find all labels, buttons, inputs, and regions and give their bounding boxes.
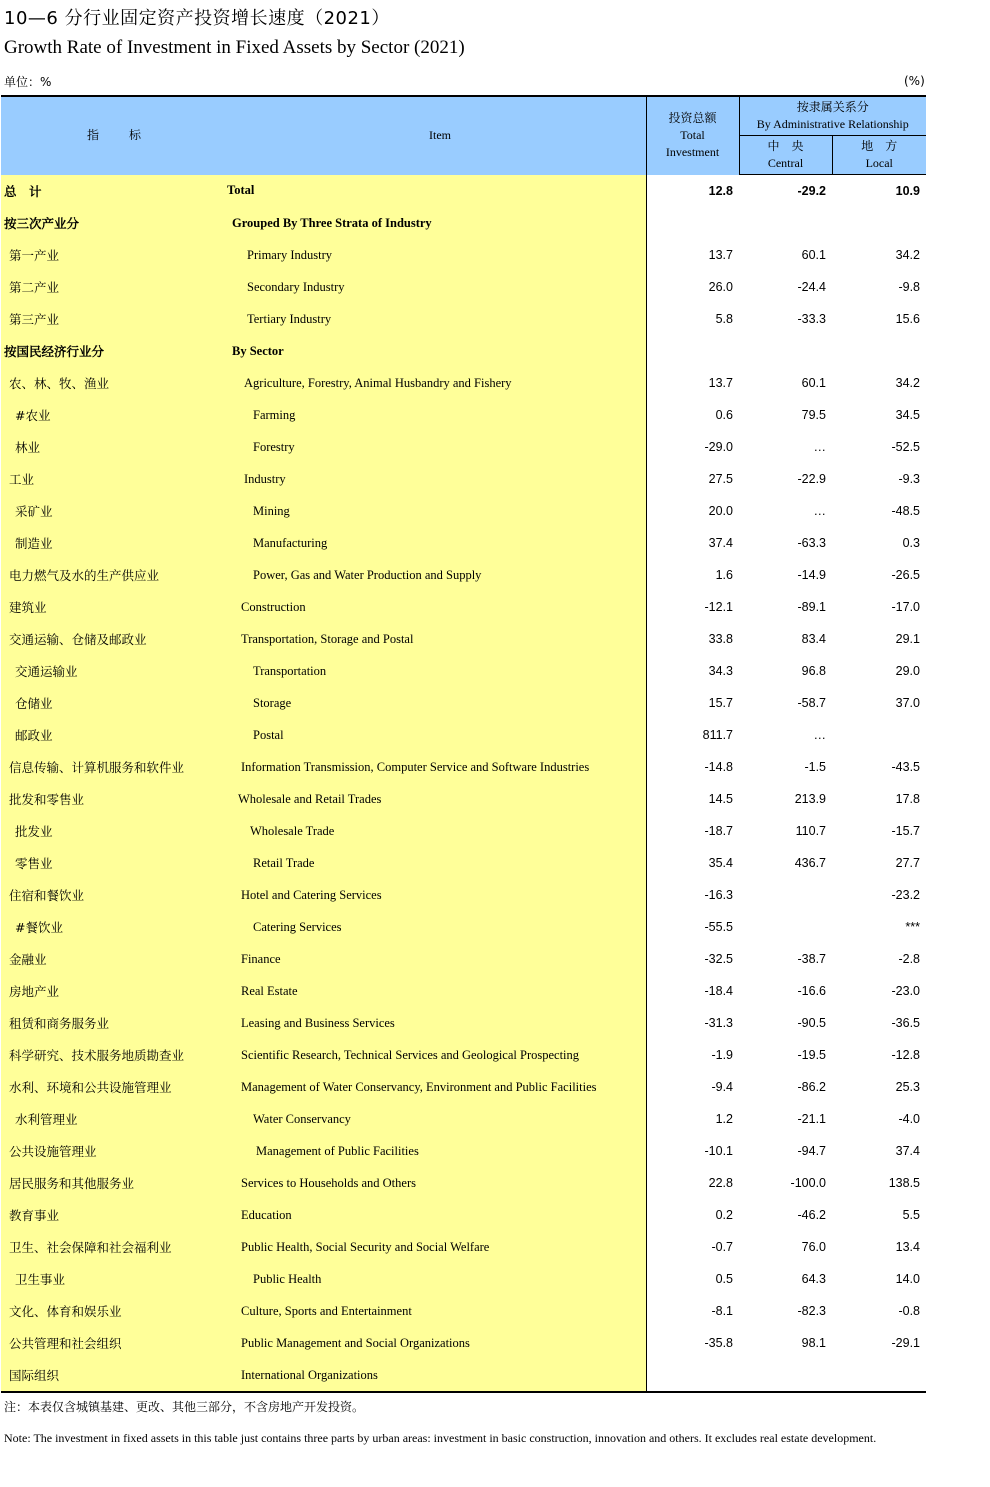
cell-local: 15.6 xyxy=(895,312,920,326)
row-label-en: Storage xyxy=(227,687,646,719)
row-label-cn: 租赁和商务服务业 xyxy=(1,1007,227,1039)
cell-total: -12.1 xyxy=(646,591,739,623)
row-label-en: Grouped By Three Strata of Industry xyxy=(227,207,646,239)
row-label-cn: 农、林、牧、渔业 xyxy=(1,367,227,399)
cell-central xyxy=(739,207,832,239)
cell-local: -15.7 xyxy=(891,824,920,838)
cell-central xyxy=(739,335,832,367)
cell-central: 64.3 xyxy=(801,1272,826,1286)
footnote-cn: 注：本表仅含城镇基建、更改、其他三部分，不含房地产开发投资。 xyxy=(4,1400,365,1414)
row-label-en: Total xyxy=(227,175,646,208)
cell-central: -29.2 xyxy=(797,184,826,198)
cell-local: -26.5 xyxy=(891,568,920,582)
cell-total: -14.8 xyxy=(646,751,739,783)
row-label-en: Services to Households and Others xyxy=(227,1167,646,1199)
table-row xyxy=(1,1359,926,1392)
cell-central: -38.7 xyxy=(797,952,826,966)
unit-label-right: (%) xyxy=(904,74,925,88)
cell-central: … xyxy=(813,728,826,742)
row-label-cn: 科学研究、技术服务地质勘查业 xyxy=(1,1039,227,1071)
cell-local: 34.5 xyxy=(895,408,920,422)
cell-local: -4.0 xyxy=(898,1112,920,1126)
unit-label: 单位：% xyxy=(4,75,52,89)
row-label-cn: 交通运输业 xyxy=(1,655,227,687)
row-label-cn: 交通运输、仓储及邮政业 xyxy=(1,623,227,655)
row-label-en: Agriculture, Forestry, Animal Husbandry and Fishery xyxy=(227,367,646,399)
cell-total: 0.5 xyxy=(646,1263,739,1295)
row-label-en: Tertiary Industry xyxy=(227,303,646,335)
header-admin-relationship xyxy=(739,96,926,136)
cell-local: 14.0 xyxy=(895,1272,920,1286)
table-row xyxy=(1,367,926,399)
cell-total: 20.0 xyxy=(646,495,739,527)
cell-central: -33.3 xyxy=(797,312,826,326)
cell-local: *** xyxy=(905,920,920,934)
header-item: Item xyxy=(227,96,646,175)
row-label-cn: 采矿业 xyxy=(1,495,227,527)
cell-central: … xyxy=(813,504,826,518)
row-label-cn: 卫生事业 xyxy=(1,1263,227,1295)
table-row xyxy=(1,719,926,751)
cell-total: 0.6 xyxy=(646,399,739,431)
table-row xyxy=(1,1327,926,1359)
cell-total: -55.5 xyxy=(646,911,739,943)
row-label-en: Information Transmission, Computer Service and Software Industries xyxy=(227,751,646,783)
cell-local: -36.5 xyxy=(891,1016,920,1030)
cell-total: 1.6 xyxy=(646,559,739,591)
cell-total: 1.2 xyxy=(646,1103,739,1135)
row-label-en: Transportation xyxy=(227,655,646,687)
cell-total: 34.3 xyxy=(646,655,739,687)
cell-total: -0.7 xyxy=(646,1231,739,1263)
row-label-en: Finance xyxy=(227,943,646,975)
cell-total: 26.0 xyxy=(646,271,739,303)
cell-local: 29.1 xyxy=(895,632,920,646)
table-row xyxy=(1,207,926,239)
cell-total: 22.8 xyxy=(646,1167,739,1199)
row-label-en: Management of Public Facilities xyxy=(227,1135,646,1167)
table-row xyxy=(1,175,926,208)
row-label-cn: 水利管理业 xyxy=(1,1103,227,1135)
cell-local: -12.8 xyxy=(891,1048,920,1062)
header-local-cn: 地 方 xyxy=(861,139,898,153)
cell-total: -31.3 xyxy=(646,1007,739,1039)
row-label-en: Scientific Research, Technical Services and Geological Prospecting xyxy=(227,1039,646,1071)
page-title-cn: 10—6 分行业固定资产投资增长速度（2021） xyxy=(4,8,390,29)
row-label-en: Industry xyxy=(227,463,646,495)
row-label-cn: 批发业 xyxy=(1,815,227,847)
cell-central: 79.5 xyxy=(801,408,826,422)
cell-total xyxy=(646,335,739,367)
cell-central: -24.4 xyxy=(797,280,826,294)
cell-total xyxy=(646,207,739,239)
row-label-cn: 邮政业 xyxy=(1,719,227,751)
table-row xyxy=(1,783,926,815)
cell-local: -29.1 xyxy=(891,1336,920,1350)
cell-local: 29.0 xyxy=(895,664,920,678)
table-row xyxy=(1,911,926,943)
table-row xyxy=(1,687,926,719)
row-label-cn: 工业 xyxy=(1,463,227,495)
cell-total: 15.7 xyxy=(646,687,739,719)
cell-total: -29.0 xyxy=(646,431,739,463)
header-total-en2: Investment xyxy=(665,145,720,160)
cell-local: 34.2 xyxy=(895,248,920,262)
cell-local: 25.3 xyxy=(895,1080,920,1094)
cell-total: 37.4 xyxy=(646,527,739,559)
cell-total: 33.8 xyxy=(646,623,739,655)
row-label-en: Wholesale Trade xyxy=(227,815,646,847)
table-row xyxy=(1,527,926,559)
table-row xyxy=(1,1199,926,1231)
row-label-cn: 房地产业 xyxy=(1,975,227,1007)
cell-central: -94.7 xyxy=(797,1144,826,1158)
cell-local: 37.4 xyxy=(895,1144,920,1158)
row-label-en: Education xyxy=(227,1199,646,1231)
table-row xyxy=(1,495,926,527)
cell-central: 110.7 xyxy=(795,824,826,838)
cell-total: -35.8 xyxy=(646,1327,739,1359)
cell-central: 60.1 xyxy=(801,376,826,390)
cell-local xyxy=(832,335,926,367)
cell-total: 811.7 xyxy=(646,719,739,751)
row-label-en: Management of Water Conservancy, Environment and Public Facilities xyxy=(227,1071,646,1103)
row-label-cn: 文化、体育和娱乐业 xyxy=(1,1295,227,1327)
row-label-cn: 按三次产业分 xyxy=(1,207,227,239)
row-label-en: Forestry xyxy=(227,431,646,463)
cell-local: -23.2 xyxy=(891,888,920,902)
page-title-en: Growth Rate of Investment in Fixed Assets by Sector (2021) xyxy=(4,37,465,58)
row-label-cn: 卫生、社会保障和社会福利业 xyxy=(1,1231,227,1263)
table-row xyxy=(1,975,926,1007)
cell-local: 17.8 xyxy=(895,792,920,806)
row-label-cn: 水利、环境和公共设施管理业 xyxy=(1,1071,227,1103)
row-label-en: Postal xyxy=(227,719,646,751)
cell-local xyxy=(832,719,926,751)
header-indicator: 指 标 xyxy=(1,96,227,175)
table-row xyxy=(1,815,926,847)
cell-central: … xyxy=(813,440,826,454)
row-label-en: Primary Industry xyxy=(227,239,646,271)
cell-central: 98.1 xyxy=(801,1336,826,1350)
cell-total: -18.4 xyxy=(646,975,739,1007)
row-label-cn: 零售业 xyxy=(1,847,227,879)
row-label-cn: 居民服务和其他服务业 xyxy=(1,1167,227,1199)
cell-central: -16.6 xyxy=(797,984,826,998)
row-label-cn: 金融业 xyxy=(1,943,227,975)
row-label-en: Wholesale and Retail Trades xyxy=(227,783,646,815)
row-label-cn: #餐饮业 xyxy=(1,911,227,943)
investment-growth-table xyxy=(1,95,926,1393)
cell-central: -22.9 xyxy=(797,472,826,486)
row-label-en: Power, Gas and Water Production and Supply xyxy=(227,559,646,591)
row-label-en: Secondary Industry xyxy=(227,271,646,303)
row-label-en: Hotel and Catering Services xyxy=(227,879,646,911)
row-label-en: Construction xyxy=(227,591,646,623)
table-row xyxy=(1,1007,926,1039)
row-label-en: Retail Trade xyxy=(227,847,646,879)
table-row xyxy=(1,399,926,431)
table-row xyxy=(1,655,926,687)
cell-total: 5.8 xyxy=(646,303,739,335)
table-row xyxy=(1,1295,926,1327)
table-row xyxy=(1,943,926,975)
cell-total: -18.7 xyxy=(646,815,739,847)
row-label-en: By Sector xyxy=(227,335,646,367)
cell-central xyxy=(739,1359,832,1392)
table-body xyxy=(1,175,926,1393)
cell-local: -43.5 xyxy=(891,760,920,774)
cell-central: 83.4 xyxy=(801,632,826,646)
cell-central: -1.5 xyxy=(804,760,826,774)
cell-total: 14.5 xyxy=(646,783,739,815)
cell-central: -14.9 xyxy=(797,568,826,582)
cell-central xyxy=(739,911,832,943)
cell-local: 37.0 xyxy=(895,696,920,710)
cell-central xyxy=(739,879,832,911)
row-label-cn: 信息传输、计算机服务和软件业 xyxy=(1,751,227,783)
row-label-en: Public Health xyxy=(227,1263,646,1295)
cell-central: 60.1 xyxy=(801,248,826,262)
header-local-en: Local xyxy=(865,156,893,170)
header-total-en: Total xyxy=(680,128,705,143)
header-central xyxy=(739,136,832,175)
row-label-en: Mining xyxy=(227,495,646,527)
cell-local xyxy=(832,207,926,239)
table-row xyxy=(1,559,926,591)
cell-central: -89.1 xyxy=(797,600,826,614)
cell-total: 35.4 xyxy=(646,847,739,879)
table-row xyxy=(1,335,926,367)
cell-central: -46.2 xyxy=(797,1208,826,1222)
row-label-cn: 仓储业 xyxy=(1,687,227,719)
row-label-en: Public Management and Social Organizations xyxy=(227,1327,646,1359)
table-row xyxy=(1,431,926,463)
row-label-en: Real Estate xyxy=(227,975,646,1007)
table-row xyxy=(1,463,926,495)
table-row xyxy=(1,847,926,879)
table-row xyxy=(1,271,926,303)
row-label-en: Farming xyxy=(227,399,646,431)
row-label-cn: 教育事业 xyxy=(1,1199,227,1231)
table-row xyxy=(1,1039,926,1071)
row-label-cn: 第三产业 xyxy=(1,303,227,335)
row-label-cn: 林业 xyxy=(1,431,227,463)
row-label-cn: #农业 xyxy=(1,399,227,431)
table-row xyxy=(1,1263,926,1295)
cell-local: -0.8 xyxy=(898,1304,920,1318)
row-label-cn: 国际组织 xyxy=(1,1359,227,1392)
header-central-en: Central xyxy=(767,156,804,170)
row-label-en: Leasing and Business Services xyxy=(227,1007,646,1039)
row-label-cn: 批发和零售业 xyxy=(1,783,227,815)
cell-total: -8.1 xyxy=(646,1295,739,1327)
table-row xyxy=(1,879,926,911)
cell-central: -90.5 xyxy=(797,1016,826,1030)
cell-local: 0.3 xyxy=(902,536,920,550)
row-label-en: Manufacturing xyxy=(227,527,646,559)
cell-total: 12.8 xyxy=(646,175,739,208)
table-row xyxy=(1,1071,926,1103)
table-row xyxy=(1,591,926,623)
table-row xyxy=(1,1103,926,1135)
cell-central: -21.1 xyxy=(797,1112,826,1126)
header-total-investment xyxy=(646,96,739,175)
cell-total: -9.4 xyxy=(646,1071,739,1103)
table-row xyxy=(1,623,926,655)
row-label-en: Transportation, Storage and Postal xyxy=(227,623,646,655)
row-label-en: International Organizations xyxy=(227,1359,646,1392)
row-label-en: Catering Services xyxy=(227,911,646,943)
table-row xyxy=(1,303,926,335)
row-label-cn: 制造业 xyxy=(1,527,227,559)
row-label-en: Culture, Sports and Entertainment xyxy=(227,1295,646,1327)
cell-local: 13.4 xyxy=(895,1240,920,1254)
cell-total: -32.5 xyxy=(646,943,739,975)
cell-local: 10.9 xyxy=(895,184,920,198)
row-label-cn: 总 计 xyxy=(1,175,227,208)
cell-central: -100.0 xyxy=(790,1176,826,1190)
cell-central: 436.7 xyxy=(794,856,826,870)
cell-local: -9.8 xyxy=(898,280,920,294)
header-admin-cn: 按隶属关系分 xyxy=(796,100,869,114)
cell-local: -48.5 xyxy=(891,504,920,518)
cell-central: 76.0 xyxy=(801,1240,826,1254)
cell-central: -82.3 xyxy=(797,1304,826,1318)
row-label-cn: 第一产业 xyxy=(1,239,227,271)
row-label-cn: 按国民经济行业分 xyxy=(1,335,227,367)
cell-local xyxy=(832,1359,926,1392)
row-label-en: Water Conservancy xyxy=(227,1103,646,1135)
table-row xyxy=(1,239,926,271)
cell-central: -86.2 xyxy=(797,1080,826,1094)
cell-local: -2.8 xyxy=(898,952,920,966)
header-local xyxy=(832,136,926,175)
row-label-cn: 建筑业 xyxy=(1,591,227,623)
cell-central: -19.5 xyxy=(797,1048,826,1062)
cell-total: -10.1 xyxy=(646,1135,739,1167)
cell-total: 13.7 xyxy=(646,239,739,271)
row-label-cn: 公共设施管理业 xyxy=(1,1135,227,1167)
table-row xyxy=(1,1135,926,1167)
cell-local: 27.7 xyxy=(895,856,920,870)
cell-local: -52.5 xyxy=(891,440,920,454)
cell-local: -9.3 xyxy=(898,472,920,486)
cell-local: -23.0 xyxy=(891,984,920,998)
table-row xyxy=(1,1167,926,1199)
cell-central: -63.3 xyxy=(797,536,826,550)
cell-total: 13.7 xyxy=(646,367,739,399)
header-admin-en: By Administrative Relationship xyxy=(756,117,909,131)
footnote-en: Note: The investment in fixed assets in this table just contains three parts by urban areas: investment in basic construction, innovation and others. It excludes real estate development. xyxy=(4,1431,877,1445)
cell-total: -1.9 xyxy=(646,1039,739,1071)
cell-local: 5.5 xyxy=(902,1208,920,1222)
cell-local: -17.0 xyxy=(891,600,920,614)
header-central-cn: 中 央 xyxy=(767,139,804,153)
row-label-cn: 电力燃气及水的生产供应业 xyxy=(1,559,227,591)
header-total-cn: 投资总额 xyxy=(668,111,717,126)
cell-central: 96.8 xyxy=(801,664,826,678)
cell-central: 213.9 xyxy=(794,792,826,806)
cell-total: 0.2 xyxy=(646,1199,739,1231)
row-label-cn: 住宿和餐饮业 xyxy=(1,879,227,911)
cell-total: 27.5 xyxy=(646,463,739,495)
cell-local: 138.5 xyxy=(888,1176,920,1190)
table-row xyxy=(1,1231,926,1263)
row-label-cn: 公共管理和社会组织 xyxy=(1,1327,227,1359)
table-row xyxy=(1,751,926,783)
cell-local: 34.2 xyxy=(895,376,920,390)
row-label-cn: 第二产业 xyxy=(1,271,227,303)
row-label-en: Public Health, Social Security and Social Welfare xyxy=(227,1231,646,1263)
cell-total xyxy=(646,1359,739,1392)
cell-central: -58.7 xyxy=(797,696,826,710)
cell-total: -16.3 xyxy=(646,879,739,911)
